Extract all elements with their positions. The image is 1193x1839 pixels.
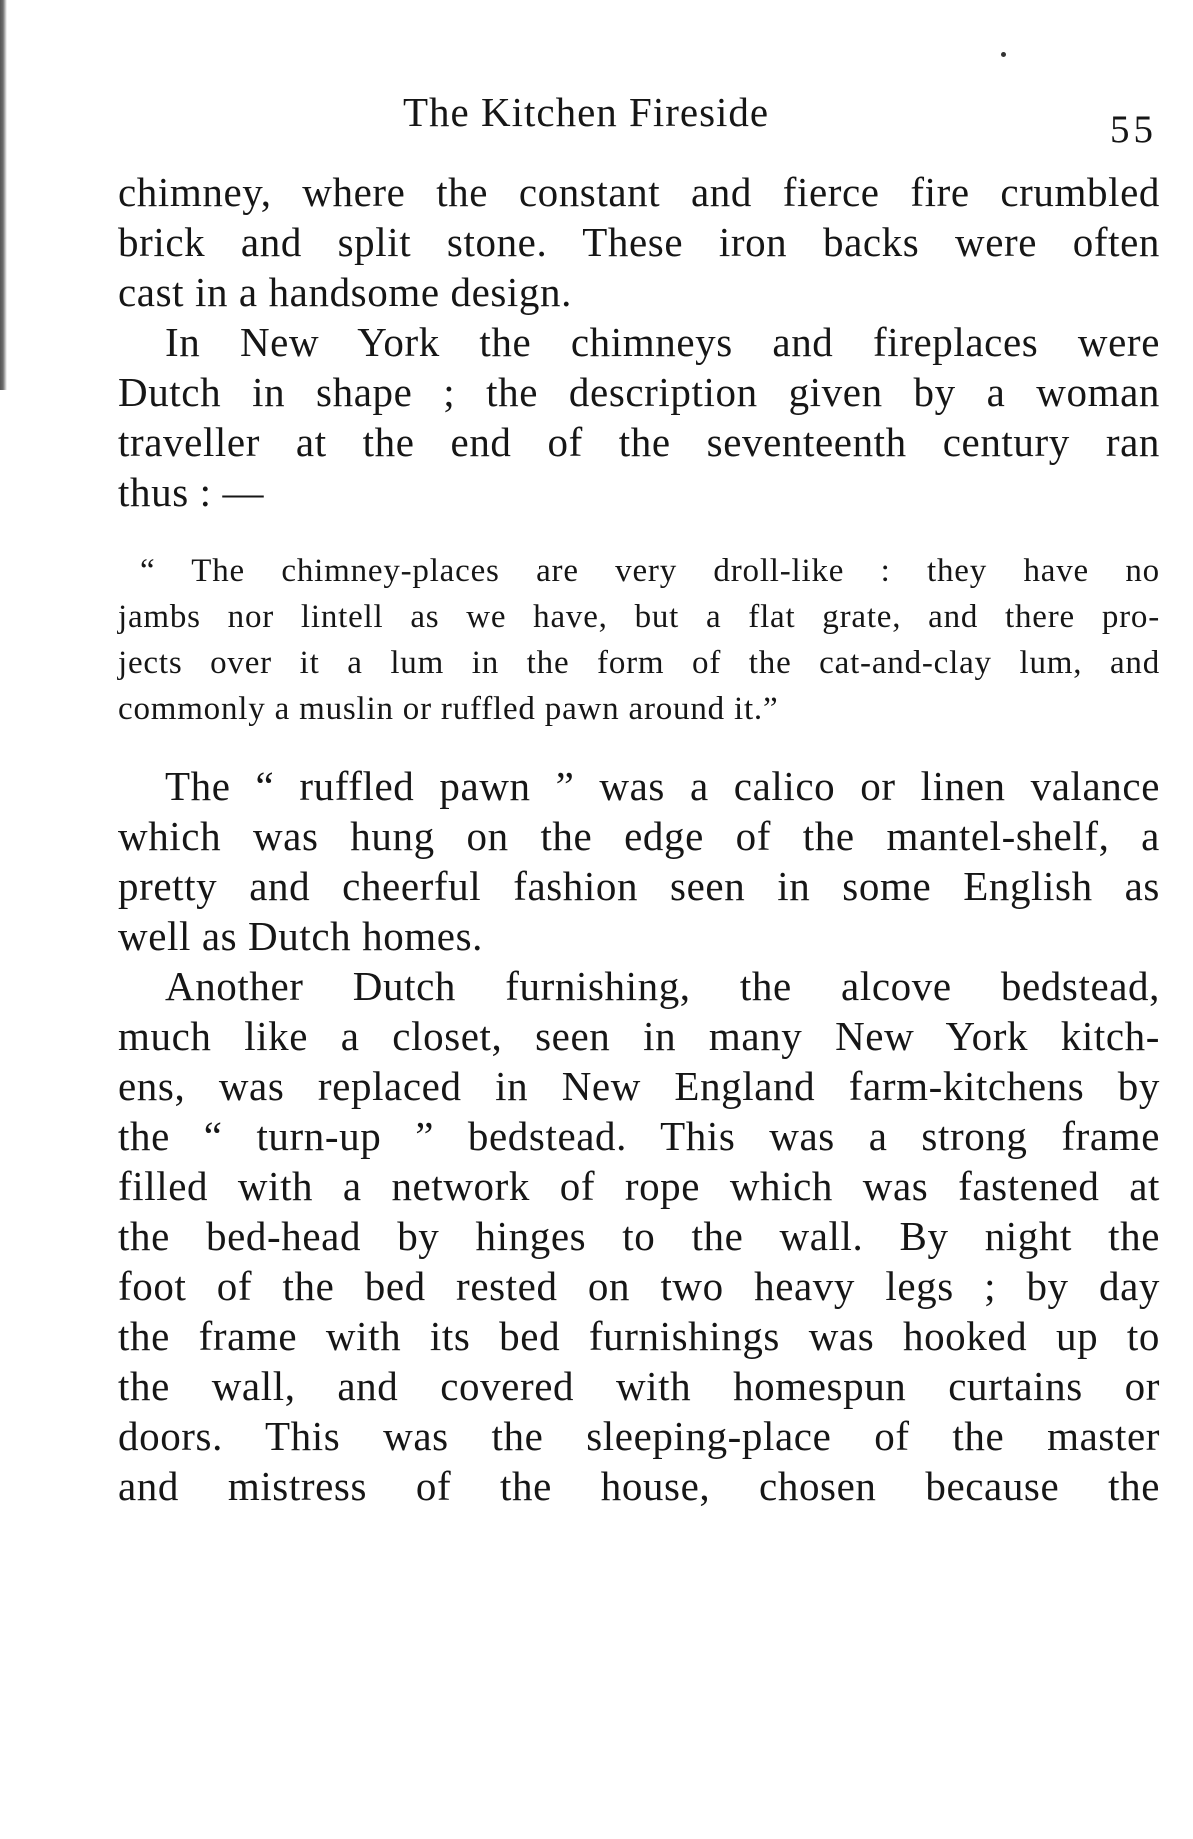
text-line: well as Dutch homes. — [118, 913, 483, 959]
text-line: traveller at the end of the seventeenth century ran — [118, 419, 1160, 465]
text-line: and mistress of the house, chosen because the — [118, 1463, 1160, 1509]
page-edge-shadow — [0, 0, 7, 390]
text-line: In New York the chimneys and fireplaces were — [165, 319, 1160, 365]
text-line: the bed-head by hinges to the wall. By night the — [118, 1213, 1160, 1259]
running-head — [0, 89, 1193, 152]
text-line: filled with a network of rope which was fastened at — [118, 1163, 1160, 1209]
text-line: Dutch in shape ; the description given by a woman — [118, 369, 1160, 415]
quote-line: “ The chimney-places are very droll-like : they have no — [140, 553, 1160, 589]
text-line: the wall, and covered with homespun curtains or — [118, 1363, 1160, 1409]
quote-line: jects over it a lum in the form of the cat-and-clay lum, and — [118, 645, 1160, 681]
page-number: 55 — [1110, 108, 1157, 151]
text-line: foot of the bed rested on two heavy legs ; by day — [118, 1263, 1160, 1309]
quote-line: jambs nor lintell as we have, but a flat grate, and there pro- — [118, 599, 1160, 635]
text-line: the “ turn-up ” bedstead. This was a strong frame — [118, 1113, 1160, 1159]
text-line: brick and split stone. These iron backs were often — [118, 219, 1160, 265]
text-line: cast in a handsome design. — [118, 269, 572, 315]
running-title: The Kitchen Fireside — [403, 89, 770, 135]
quote-line: commonly a muslin or ruffled pawn around it.” — [118, 691, 779, 727]
ink-speck — [1001, 52, 1006, 57]
text-line: chimney, where the constant and fierce fire crumbled — [118, 169, 1160, 215]
text-line: the frame with its bed furnishings was hooked up to — [118, 1313, 1160, 1359]
text-line: ens, was replaced in New England farm-kitchens by — [118, 1063, 1160, 1109]
text-line: Another Dutch furnishing, the alcove bedstead, — [165, 963, 1160, 1009]
text-line: doors. This was the sleeping-place of the master — [118, 1413, 1160, 1459]
text-line: much like a closet, seen in many New York kitch- — [118, 1013, 1160, 1059]
text-line: thus : — — [118, 469, 265, 515]
text-line: which was hung on the edge of the mantel-shelf, a — [118, 813, 1160, 859]
text-line: The “ ruffled pawn ” was a calico or linen valance — [165, 763, 1160, 809]
text-line: pretty and cheerful fashion seen in some English as — [118, 863, 1160, 909]
